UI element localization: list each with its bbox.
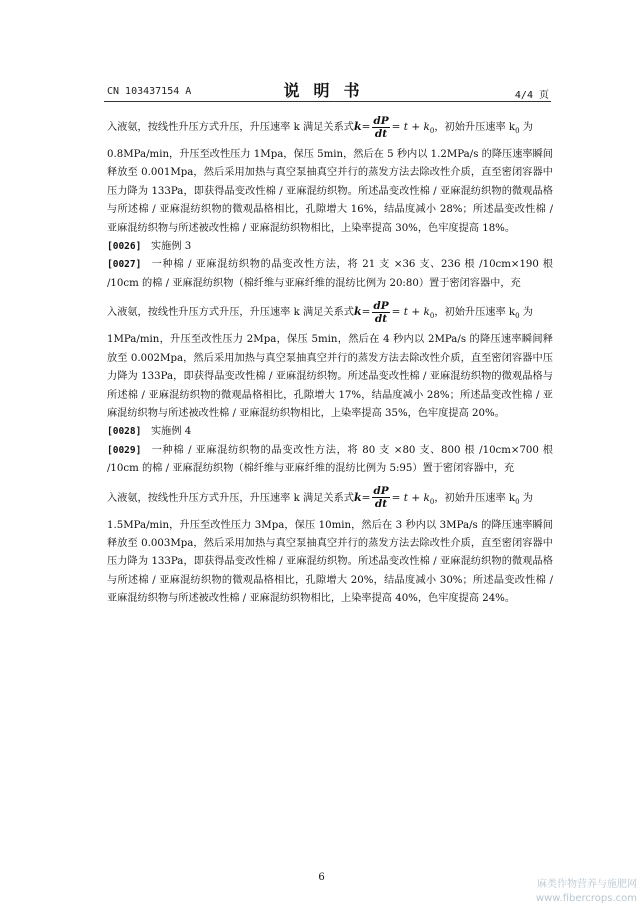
- text-run: 入液氨，按线性升压方式升压，升压速率 k 满足关系式: [107, 492, 354, 504]
- example-title: 实施例 3: [151, 241, 192, 253]
- text-run: 入液氨，按线性升压方式升压，升压速率 k 满足关系式: [107, 307, 354, 319]
- formula-denominator: dt: [374, 312, 388, 325]
- formula-k: k: [353, 305, 362, 319]
- formula-line-1: [107, 108, 553, 146]
- formula-fraction: [372, 300, 389, 325]
- formula-equals: =: [361, 491, 371, 504]
- page-title: 说明书: [283, 81, 374, 100]
- section-heading-example3: [107, 238, 553, 256]
- header-divider: [104, 101, 551, 102]
- watermark: [536, 878, 637, 906]
- paragraph-0027-rest: 1MPa/min，升压至改性压力 2Mpa，保压 5min，然后在 4 秒内以 2MPa/s 的降压速率瞬间释放至 0.002Mpa，然后采用加热与真空泵抽真空并行的蒸发方法去除改性介质，直至密闭容器中压力降为 133Pa，即获得晶变改性棉 / 亚麻混纺织物。所述晶变改性棉 / 亚麻混纺织物的微观晶格与所述棉 / 亚麻混纺织物的微观晶格相比，孔隙增大 17%，结晶度减小 28%；所述晶变改性棉 / 亚麻混纺织物与所述被改性棉 / 亚麻混纺织物相比，上染率提高 35%，色牢度提高 20%。: [107, 334, 553, 419]
- formula-equals: =: [361, 121, 371, 133]
- formula-rhs: = t + k: [391, 306, 430, 319]
- paragraph-0027: [107, 256, 553, 293]
- text-run: 为: [519, 492, 533, 504]
- formula-line-2: [107, 293, 553, 331]
- formula-subscript: 0: [429, 127, 435, 136]
- formula-denominator: dt: [374, 127, 388, 140]
- paragraph-tag: [0026]: [107, 241, 142, 253]
- paragraph-tag: [0028]: [107, 426, 142, 438]
- formula-rhs: = t + k: [391, 491, 430, 504]
- formula-fraction: [372, 485, 389, 510]
- example-title: 实施例 4: [151, 426, 192, 438]
- watermark-line-1: 麻类作物营养与施肥网: [537, 879, 637, 890]
- text-run: 入液氨，按线性升压方式升压，升压速率 k 满足关系式: [107, 122, 354, 133]
- paragraph-0029-rest: 1.5MPa/min，升压至改性压力 3Mpa，保压 10min，然后在 3 秒内以 3MPa/s 的降压速率瞬间释放至 0.003Mpa，然后采用加热与真空泵抽真空并行的蒸发方法去除改性介质，直至密闭容器中压力降为 133Pa，即获得晶变改性棉 / 亚麻混纺织物。所述晶变改性棉 / 亚麻混纺织物的微观晶格与所述棉 / 亚麻混纺织物的微观晶格相比，孔隙增大 20%，结晶度减小 30%；所述晶变改性棉 / 亚麻混纺织物与所述被改性棉 / 亚麻混纺织物相比，上染率提高 40%，色牢度提高 24%。: [107, 519, 553, 605]
- formula-denominator: dt: [374, 498, 388, 511]
- subscript: 0: [515, 497, 520, 506]
- text-run: ，初始升压速率 k: [434, 122, 516, 133]
- formula-rhs: = t + k: [391, 121, 430, 133]
- text-run: 为: [519, 307, 533, 319]
- formula-subscript: 0: [429, 497, 435, 506]
- paragraph-example2-rest: 0.8MPa/min，升压至改性压力 1Mpa，保压 5min，然后在 5 秒内以 1.2MPa/s 的降压速率瞬间释放至 0.001Mpa，然后采用加热与真空泵抽真空并行的蒸发方法去除改性介质，直至密闭容器中压力降为 133Pa，即获得晶变改性棉 / 亚麻混纺织物。所述晶变改性棉 / 亚麻混纺织物的微观晶格与所述棉 / 亚麻混纺织物的微观晶格相比，孔隙增大 16%，结晶度减小 28%；所述晶变改性棉 / 亚麻混纺织物与所述被改性棉 / 亚麻混纺织物相比，上染率提高 30%，色牢度提高 18%。: [107, 149, 553, 234]
- text-run: 一种棉 / 亚麻混纺织物的晶变改性方法，将 21 支 ×36 支、236 根 /10cm×190 根 /10cm 的棉 / 亚麻混纺织物（棉纤维与亚麻纤维的混纺比例为 20:80）置于密闭容器中，充: [107, 259, 553, 289]
- patent-number: CN 103437154 A: [107, 86, 192, 97]
- formula-k: k: [353, 490, 362, 504]
- formula-line-3: [107, 479, 553, 517]
- paragraph-0029: [107, 442, 553, 479]
- formula-fraction: [372, 115, 389, 140]
- formula-numerator: dP: [373, 485, 389, 498]
- document-body: [107, 108, 553, 609]
- text-run: ，初始升压速率 k: [434, 492, 516, 504]
- paragraph-tag: [0027]: [107, 259, 142, 271]
- formula-k: k: [353, 120, 362, 133]
- text-run: 为: [519, 122, 533, 133]
- paragraph-tag: [0029]: [107, 444, 142, 456]
- formula-numerator: dP: [373, 114, 389, 127]
- section-heading-example4: [107, 423, 553, 441]
- text-run: 一种棉 / 亚麻混纺织物的晶变改性方法，将 80 支 ×80 支、800 根 /10cm×700 根 /10cm 的棉 / 亚麻混纺织物（棉纤维与亚麻纤维的混纺比例为 5:95）置于密闭容器中，充: [107, 444, 553, 475]
- subscript: 0: [515, 312, 520, 321]
- page-number: 6: [318, 872, 325, 883]
- text-run: ，初始升压速率 k: [434, 307, 516, 319]
- subscript: 0: [515, 127, 520, 136]
- page-info: 4/4 页: [514, 90, 549, 101]
- formula-equals: =: [361, 306, 371, 319]
- formula-numerator: dP: [373, 299, 389, 312]
- formula-subscript: 0: [429, 312, 435, 321]
- watermark-line-2: www.fibercrops.com: [535, 893, 637, 904]
